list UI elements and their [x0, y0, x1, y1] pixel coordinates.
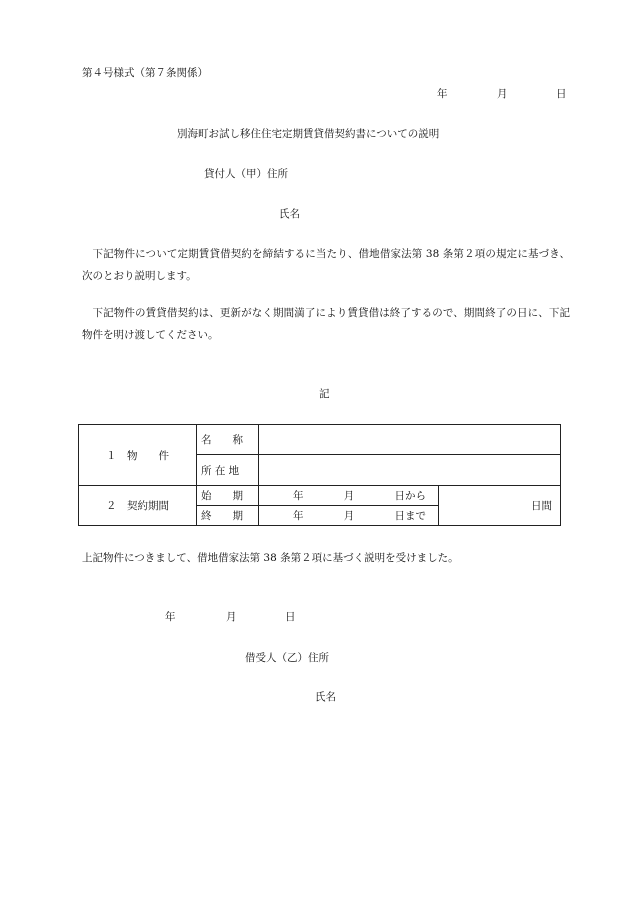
property-label: １ 物 件	[79, 425, 197, 486]
table-row	[79, 486, 561, 506]
start-date-cell[interactable]	[259, 486, 439, 506]
contract-period-label: ２ 契約期間	[79, 486, 197, 526]
footer-date-day: 日	[285, 611, 296, 623]
ki-heading: 記	[319, 388, 330, 400]
end-date-cell[interactable]	[259, 506, 439, 526]
location-value-cell[interactable]	[259, 455, 561, 486]
duration-suffix: 日間	[531, 500, 552, 512]
lessor-address-label: 貸付人（甲）住所	[204, 168, 288, 180]
paragraph-1: 下記物件について定期賃貸借契約を締結するに当たり、借地借家法第 38 条第２項の規定に基づき、次のとおり説明します。	[82, 248, 570, 282]
header-date-month: 月	[497, 88, 508, 100]
table-row	[79, 425, 561, 455]
lessee-name-label: 氏名	[315, 691, 336, 703]
footer-date-year: 年	[165, 611, 176, 623]
name-label: 名 称	[197, 425, 259, 455]
lessor-name-label: 氏名	[279, 208, 300, 220]
lessee-address-label: 借受人（乙）住所	[245, 652, 329, 664]
paragraph-2: 下記物件の賃貸借契約は、更新がなく期間満了により賃貸借は終了するので、期間終了の日に、下記物件を明け渡してください。	[82, 307, 570, 341]
end-month: 月	[343, 510, 355, 522]
end-label: 終 期	[197, 506, 259, 526]
property-table	[78, 424, 561, 526]
start-label: 始 期	[197, 486, 259, 506]
start-month: 月	[343, 490, 355, 502]
header-date-year: 年	[437, 88, 448, 100]
location-label: 所 在 地	[197, 455, 259, 486]
header-date-day: 日	[556, 88, 567, 100]
form-number: 第４号様式（第７条関係）	[82, 67, 208, 79]
footer-date-month: 月	[226, 611, 237, 623]
name-value-cell[interactable]	[259, 425, 561, 455]
confirmation-text: 上記物件につきまして、借地借家法第 38 条第２項に基づく説明を受けました。	[82, 552, 459, 564]
document-title: 別海町お試し移住住宅定期賃貸借契約書についての説明	[177, 128, 440, 140]
end-year: 年	[293, 510, 304, 522]
duration-cell[interactable]	[439, 486, 561, 526]
start-year: 年	[293, 490, 304, 502]
end-to: 日まで	[394, 510, 426, 522]
start-from: 日から	[394, 490, 426, 502]
